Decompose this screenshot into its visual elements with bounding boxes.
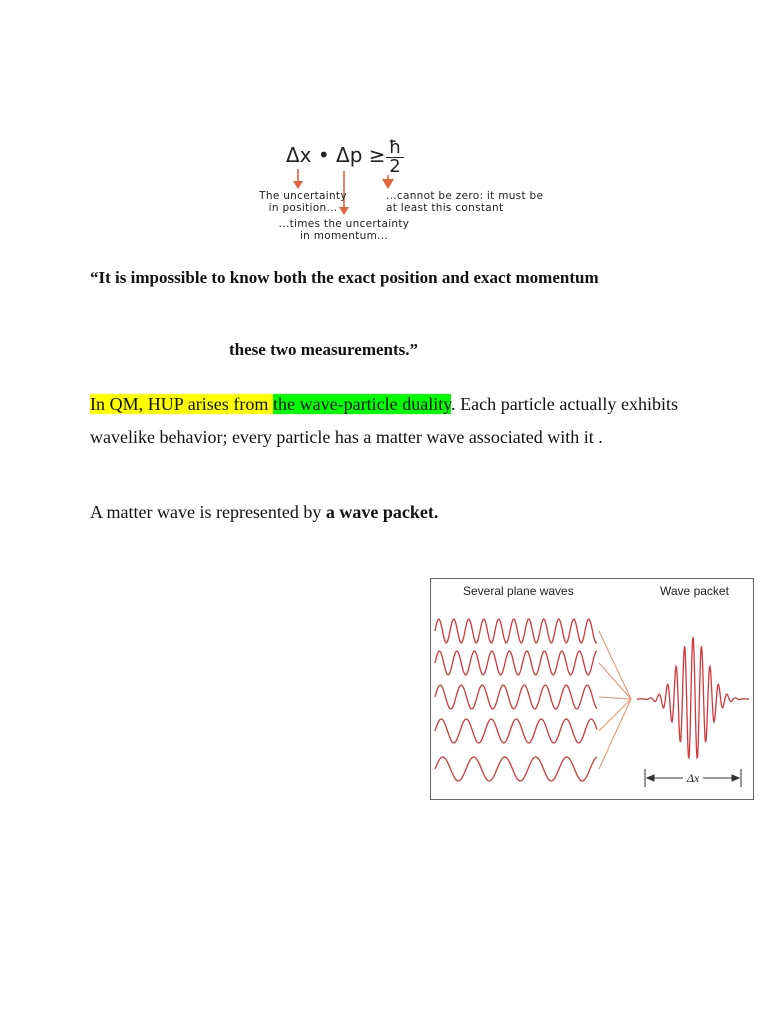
uncertainty-formula	[260, 135, 580, 250]
plane-wave-1	[435, 619, 597, 643]
note-position: The uncertainty in position...	[259, 190, 347, 214]
paragraph-rest: . Each particle actually exhibits wavelike behavior; every particle has a matter wave associated with it .	[90, 394, 679, 447]
plane-wave-4	[435, 719, 597, 743]
fan-line-3	[599, 697, 631, 699]
wave-packet-curve	[637, 637, 749, 758]
quote-line-2: these two measurements.”	[229, 340, 419, 359]
plane-wave-5	[435, 757, 597, 781]
formula-numerator: ħ	[386, 139, 404, 158]
plane-wave-3	[435, 685, 597, 709]
formula-denominator: 2	[389, 156, 401, 177]
quote-line-1: “It is impossible to know both the exact position and exact momentum	[90, 268, 599, 287]
wave-packet-figure	[430, 578, 754, 800]
formula-expression: Δx • Δp ≥	[286, 143, 386, 167]
delta-x-label: Δx	[686, 771, 700, 785]
fan-line-5	[599, 699, 631, 769]
fan-line-4	[599, 699, 631, 731]
wave-packet-sentence: A matter wave is represented by a wave packet.	[90, 502, 439, 522]
highlight-hup: In QM, HUP arises from	[90, 394, 274, 414]
fan-line-1	[599, 631, 631, 699]
note-momentum: ...times the uncertainty in momentum...	[278, 218, 410, 242]
fan-line-2	[599, 663, 631, 699]
highlight-duality: the wave-particle duality	[273, 394, 452, 414]
label-plane-waves: Several plane waves	[463, 584, 574, 598]
note-constant: ...cannot be zero: it must be at least this constant	[386, 190, 544, 214]
hup-paragraph	[90, 388, 678, 454]
plane-wave-2	[435, 651, 597, 675]
label-wave-packet: Wave packet	[660, 584, 729, 598]
wave-packet-bold: a wave packet.	[325, 502, 439, 522]
waves-drawing	[431, 579, 753, 799]
